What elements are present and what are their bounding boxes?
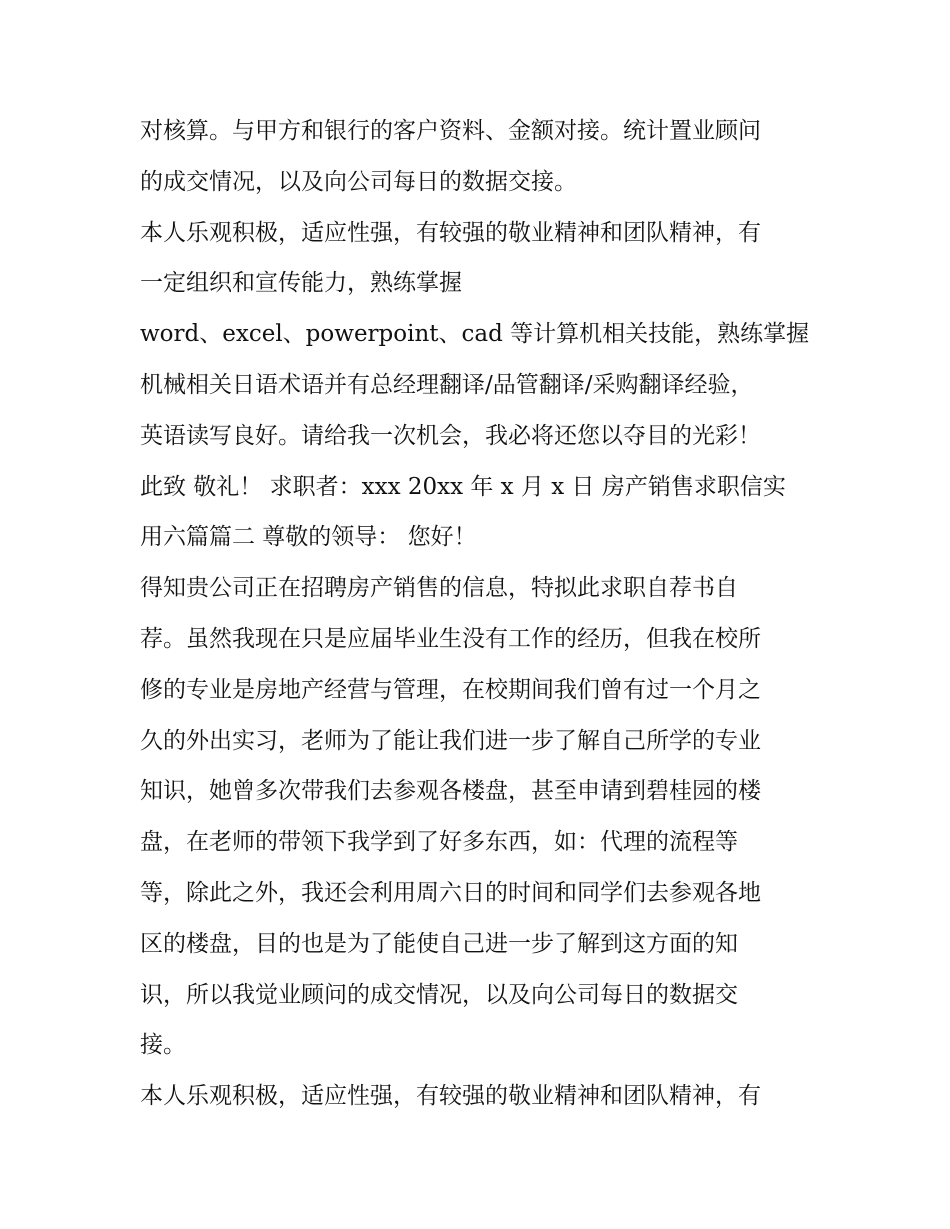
text-line-9: 用六篇篇二 尊敬的领导： 您好！ [140,524,477,551]
text-line-17: 区的楼盘，目的也是为了能使自己进一步了解到这方面的知 [140,930,738,957]
text-line-15: 盘，在老师的带领下我学到了好多东西，如：代理的流程等 [140,829,738,856]
text-line-12: 修的专业是房地产经营与管理，在校期间我们曾有过一个月之 [140,676,761,703]
text-line-19: 接。 [140,1032,186,1059]
text-line-4: 一定组织和宣传能力，熟练掌握 [140,270,462,297]
text-line-5: word、excel、powerpoint、cad 等计算机相关技能，熟练掌握 [140,321,810,348]
text-line-8: 此致 敬礼！ 求职者：xxx 20xx 年 x 月 x 日 房产销售求职信实 [140,473,786,500]
text-line-16: 等，除此之外，我还会利用周六日的时间和同学们去参观各地 [140,879,761,906]
text-line-7: 英语读写良好。请给我一次机会，我必将还您以夺目的光彩！ [140,422,761,449]
text-line-20: 本人乐观积极，适应性强，有较强的敬业精神和团队精神，有 [140,1083,761,1110]
text-line-18: 识，所以我觉业顾问的成交情况，以及向公司每日的数据交 [140,981,738,1008]
text-line-1: 对核算。与甲方和银行的客户资料、金额对接。统计置业顾问 [140,118,761,144]
text-line-14: 知识，她曾多次带我们去参观各楼盘，甚至申请到碧桂园的楼 [140,778,761,805]
document-body [140,106,840,1122]
text-line-2: 的成交情况，以及向公司每日的数据交接。 [140,168,577,195]
text-line-3: 本人乐观积极，适应性强，有较强的敬业精神和团队精神，有 [140,219,761,246]
text-line-11: 荐。虽然我现在只是应届毕业生没有工作的经历，但我在校所 [140,625,761,652]
text-line-6: 机械相关日语术语并有总经理翻译/品管翻译/采购翻译经验， [140,371,754,398]
text-line-10: 得知贵公司正在招聘房产销售的信息，特拟此求职自荐书自 [140,575,738,602]
text-line-13: 久的外出实习，老师为了能让我们进一步了解自己所学的专业 [140,727,761,754]
